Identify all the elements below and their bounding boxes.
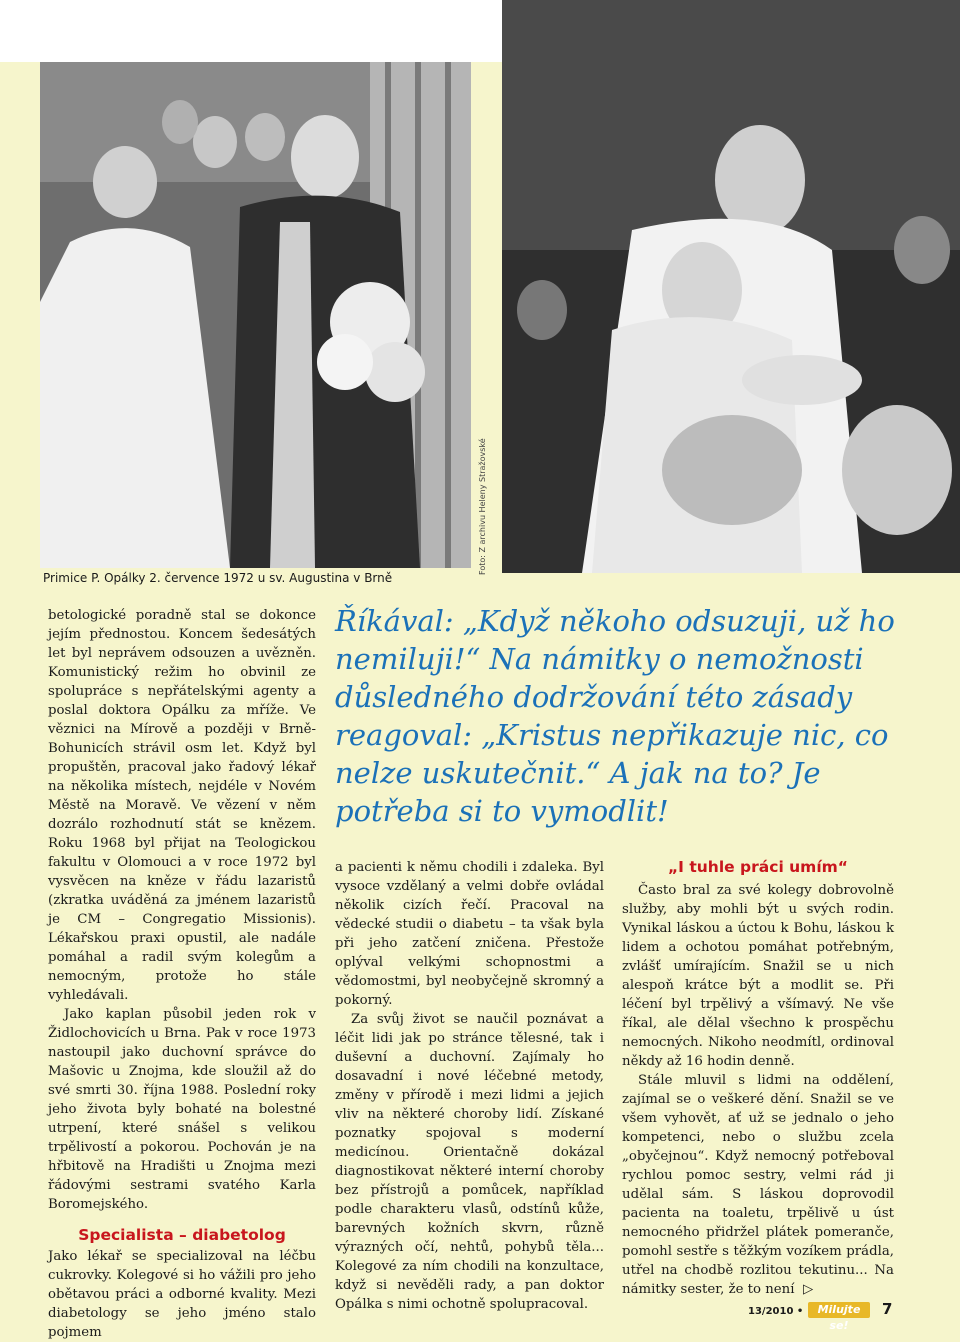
photo-primice-crowd: [40, 62, 471, 568]
pull-quote: Říkával: „Když někoho odsuzuji, už ho nemiluji!“ Na námitky o nemožnosti důsledného dodržování této zásady reagoval: „Kristus nepřikazuje nic, co nelze uskutečnit.“ A jak na to? Je potřeba si to vymodlit!: [335, 604, 895, 828]
page-number: 7: [882, 1300, 893, 1318]
section-heading-specialista: Specialista – diabetolog: [78, 1226, 286, 1244]
column-3-paragraph: [622, 1071, 894, 1299]
footer-separator: •: [796, 1306, 804, 1317]
column-1-paragraph: betologické poradně stal se dokonce jejím přednostou. Koncem šedesátých let byl neprávem odsouzen a uvězněn. Komunistický režim ho obvinil ze spolupráce s nepřátelskými agenty a poslal doktora Opálku za mříže. Ve věznici na Mírově a později v Brně-Bohunicích strávil osm let. Když byl propuštěn, pracoval jako řadový lékař na několika místech, nejdéle v Novém Městě na Moravě. Ve vězení v něm dozrálo rozhodnutí stát se knězem. Roku 1968 byl přijat na Teologickou fakultu v Olomouci a v roce 1972 byl vysvěcen na kněze v řádu lazaristů (zkratka uváděná za jménem lazaristů je CM – Congregatio Missionis). Lékařskou praxi opustil, ale nadále pomáhal a radil svým kolegům a nemocným, protože ho stále vyhledávali.: [48, 608, 316, 1003]
photo-communion: [502, 0, 960, 573]
footer-issue: [748, 1306, 803, 1317]
photo-communion-image: [502, 0, 960, 573]
issue-number: 13/2010: [748, 1306, 794, 1317]
column-3: [622, 858, 894, 1299]
column-1-paragraph: Jako kaplan působil jeden rok v Židlochovicích u Brna. Pak v roce 1973 nastoupil jako duchovní správce do Mašovic u Znojma, kde sloužil až do své smrti 30. října 1988. Poslední roky jeho života byly bohaté na bolestné utrpení, které snášel s velikou trpělivostí a pokorou. Pochován je na hřbitově na Hradišti u Znojma mezi řádovými sestrami svatého Karla Boromejského.: [48, 1007, 316, 1212]
continue-arrow-icon: ▷: [802, 1282, 814, 1297]
column-3-paragraph: Často bral za své kolegy dobrovolně služby, aby mohli být u svých rodin. Vynikal láskou a úctou k Bohu, láskou k lidem a ochotou pomáhat potřebným, zvlášť umírajícím. Snažil se u nich alespoň krátce být a modlit se. Při léčení byl trpělivý a všímavý. Ne vše říkal, ale dělal všechno k prospěchu nemocných. Nikoho neodmítl, ordinoval někdy až 16 hodin denně.: [622, 883, 894, 1069]
column-3-paragraph-text: Stále mluvil s lidmi na oddělení, zajímal se o veškeré dění. Snažil se ve všem vyhovět, ať už se jednalo o jeho kompetenci, nebo o službu zcela „obyčejnou“. Když nemocný potřeboval rychlou pomoc sestry, velmi rád ji udělal sám. S láskou doprovodil pacienta na toaletu, trpělivě u úst nemocného přidržel plátek pomeranče, pomohl sestře s těžkým vozíkem prádla, utřel na chodbě rozlitou tekutinu... Na námitky sester, že to není: [622, 1073, 894, 1297]
column-2-paragraph: a pacienti k němu chodili i zdaleka. Byl vysoce vzdělaný a velmi dobře ovládal několik cizích řečí. Pracoval na vědecké studii o diabetu – ta však byla při jeho zatčení zničena. Přestože oplýval velkými schopnostmi a vědomostmi, byl neobyčejně skromný a pokorný.: [335, 860, 604, 1008]
column-1-paragraph: Jako lékař se specializoval na léčbu cukrovky. Kolegové si ho vážili pro jeho obětavou práci a odborné kvality. Mezi diabetology se jeho jméno stalo pojmem: [48, 1249, 316, 1340]
column-2: [335, 858, 604, 1314]
photo-caption: Primice P. Opálky 2. července 1972 u sv. Augustina v Brně: [43, 571, 393, 585]
section-heading-umim: „I tuhle práci umím“: [668, 858, 848, 876]
column-1: [48, 606, 316, 1342]
magazine-logo: Milujte se!: [808, 1302, 870, 1318]
photo-primice-image: [40, 62, 471, 568]
photo-credit: Foto: Z archivu Heleny Stražovské: [478, 438, 487, 575]
column-2-paragraph: Za svůj život se naučil poznávat a léčit lidi jak po stránce tělesné, tak i duševní a duchovní. Zajímaly ho dosavadní i nové léčebné metody, změny v přírodě i mezi lidmi a jejich vliv na některé choroby lidí. Získané poznatky spojoval s moderní medicínou. Orientačně dokázal diagnostikovat některé interní choroby bez přístrojů a pomůcek, například podle charakteru vlasů, odstínů kůže, barevných kožních skvrn, různě výrazných očí, nehtů, pohybů těla... Kolegové za ním chodili na konzultace, když si nevěděli rady, a pan doktor Opálka s nimi ochotně spolupracoval.: [335, 1012, 604, 1312]
